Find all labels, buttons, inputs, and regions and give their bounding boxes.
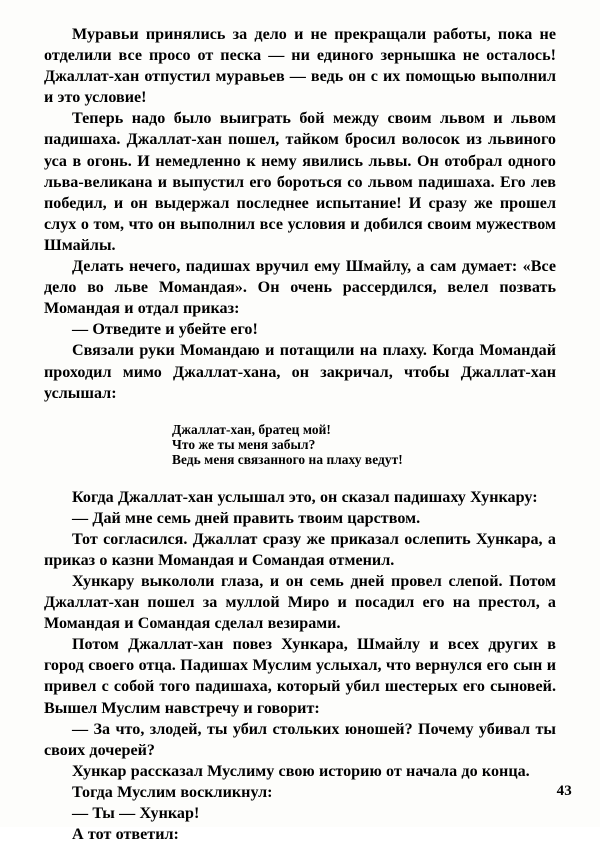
dialogue-line: — Отведите и убейте его!: [72, 321, 258, 339]
dialogue-line: — Дай мне семь дней править твоим царством.: [72, 509, 421, 527]
verse-line: Ведь меня связанного на плаху ведут!: [172, 452, 403, 468]
verse-spacer-bottom: [44, 468, 556, 487]
paragraph: Теперь надо было выиграть бой между своим львом и львом падишаха. Джаллат-хан пошел, тайком бросил волосок из львиного уса в огонь. И немедленно к нему явились львы. Он отобрал одного льва-великана и выпустил его бороться со львом падишаха. Его лев победил, и он выдержал последнее испытание! И сразу же прошел слух о том, что он выполнил все условия и добился своим мужеством Шмайлы.: [44, 110, 556, 254]
paragraph: Связали руки Момандаю и потащили на плаху. Когда Момандай проходил мимо Джаллат-хана, он закричал, чтобы Джаллат-хан услышал:: [44, 342, 556, 402]
paragraph: Хункар рассказал Муслиму свою историю от начала до конца.: [72, 762, 530, 780]
paragraph: Когда Джаллат-хан услышал это, он сказал падишаху Хункару:: [72, 488, 538, 506]
paragraph: А тот ответил:: [72, 826, 179, 844]
paragraph: Хункару выкололи глаза, и он семь дней провел слепой. Потом Джаллат-хан пошел за муллой Миро и посадил его на престол, а Момандая и Сомандая сделал везирами.: [44, 572, 556, 633]
paragraph: Муравьи принялись за дело и не прекращали работы, пока не отделили все просо от песка — ни единого зернышка не осталось! Джаллат-хан отпустил муравьев — ведь он с их помощью выполнил и это условие!: [44, 26, 556, 107]
verse-line: Что же ты меня забыл?: [172, 436, 316, 452]
paragraph: Тот согласился. Джаллат сразу же приказал ослепить Хункара, а приказ о казни Момандая и Сомандая отменил.: [44, 530, 556, 569]
verse-block: [44, 404, 556, 487]
dialogue-line: — Ты — Хункар!: [72, 804, 200, 822]
paragraph: Делать нечего, падишах вручил ему Шмайлу, а сам думает: «Все дело во льве Момандая». Он очень рассердился, велел позвать Момандая и отдал приказ:: [44, 258, 556, 318]
paragraph: Тогда Муслим воскликнул:: [72, 783, 273, 801]
page-number: 43: [556, 783, 572, 799]
verse-lines: [44, 422, 556, 468]
page-text-column: [44, 24, 556, 845]
verse-spacer-top: [44, 404, 556, 422]
paragraph: Потом Джаллат-хан повез Хункара, Шмайлу и всех других в город своего отца. Падишах Муслим услыхал, что вернулся его сын и привел с собой того падишаха, который убил шестерых его сыновей. Вышел Муслим навстречу и говорит:: [44, 636, 556, 717]
verse-line: Джаллат-хан, братец мой!: [172, 421, 331, 437]
dialogue-line: — За что, злодей, ты убил стольких юношей? Почему убивал ты своих дочерей?: [44, 720, 556, 759]
